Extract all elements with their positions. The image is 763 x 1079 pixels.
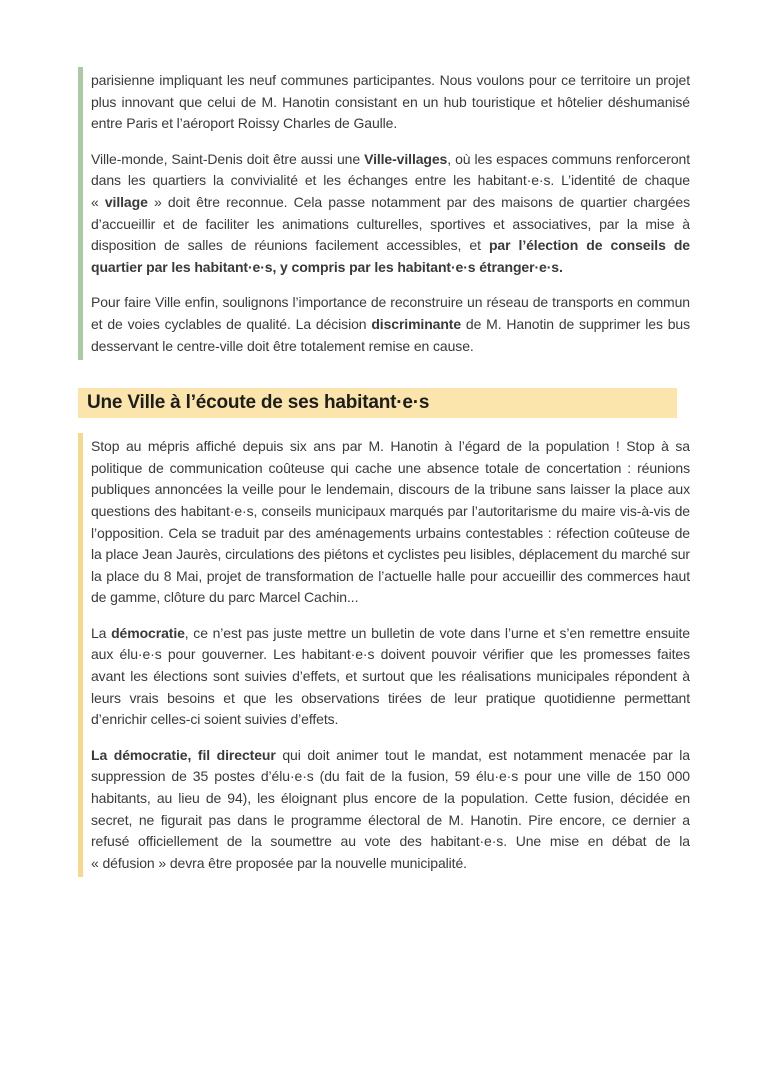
document-content xyxy=(78,67,690,877)
section-ville-monde-block xyxy=(78,67,690,360)
paragraph-stop-mepris: Stop au mépris affiché depuis six ans par M. Hanotin à l’égard de la population ! Stop à sa politique de communication coûteuse qui cache une absence totale de concertation : réunions publiques annoncées la veille pour le lendemain, discours de la tribune sans laisser la place aux questions des habitant·e·s, conseils municipaux marqués par l’autoritarisme du maire vis-à-vis de l’opposition. Cela se traduit par des aménagements urbains contestables : réfection coûteuse de la place Jean Jaurès, circulations des piétons et cyclistes peu lisibles, déplacement du marché sur la place du 8 Mai, projet de transformation de l’actuelle halle pour accueillir des commerces haut de gamme, clôture du parc Marcel Cachin... xyxy=(91,438,690,606)
section-ecoute-block xyxy=(78,433,690,877)
paragraph-democratie: La démocratie, ce n’est pas juste mettre un bulletin de vote dans l’urne et s’en remettre ensuite aux élu·e·s pour gouverner. Les habitant·e·s doivent pouvoir vérifier que les promesses faites avant les élections sont suivies d’effets, et surtout que les réalisations municipales répondent à leurs vrais besoins et que les observations tirées de leur pratique quotidienne permettant d’enrichir celles-ci soient suivies d’effets. xyxy=(91,624,690,728)
section-heading-ecoute: Une Ville à l’écoute de ses habitant·e·s xyxy=(78,388,677,418)
paragraph-transports: Pour faire Ville enfin, soulignons l’importance de reconstruire un réseau de transports en commun et de voies cyclables de qualité. La décision discriminante de M. Hanotin de supprimer les bus desservant le centre-ville doit être totalement remise en cause. xyxy=(91,294,691,354)
paragraph-ville-villages: Ville-monde, Saint-Denis doit être aussi une Ville-villages, où les espaces communs renforceront dans les quartiers la convivialité et les échanges entre les habitant·e·s. L’identité de chaque « village » doit être reconnue. Cela passe notamment par des maisons de quartier chargées d’accueillir et de faciliter les animations culturelles, sportives et associatives, par la mise à disposition de salles de réunions facilement accessibles, et par l’élection de conseils de quartier par les habitant·e·s, y compris par les habitant·e·s étranger·e·s. xyxy=(91,150,690,275)
paragraph-fil-directeur: La démocratie, fil directeur qui doit animer tout le mandat, est notamment menacée par la suppression de 35 postes d’élu·e·s (du fait de la fusion, 59 élu·e·s pour une ville de 150 000 habitants, au lieu de 94), les éloignant plus encore de la population. Cette fusion, décidée en secret, ne figurait pas dans le programme électoral de M. Hanotin. Pire encore, ce dernier a refusé officiellement de la soumettre au vote des habitant·e·s. Une mise en débat de la « défusion » devra être proposée par la nouvelle municipalité. xyxy=(91,746,690,871)
paragraph-parisienne: parisienne impliquant les neuf communes participantes. Nous voulons pour ce territoire un projet plus innovant que celui de M. Hanotin consistant en un hub touristique et hôtelier déshumanisé entre Paris et l’aéroport Roissy Charles de Gaulle. xyxy=(91,72,690,132)
